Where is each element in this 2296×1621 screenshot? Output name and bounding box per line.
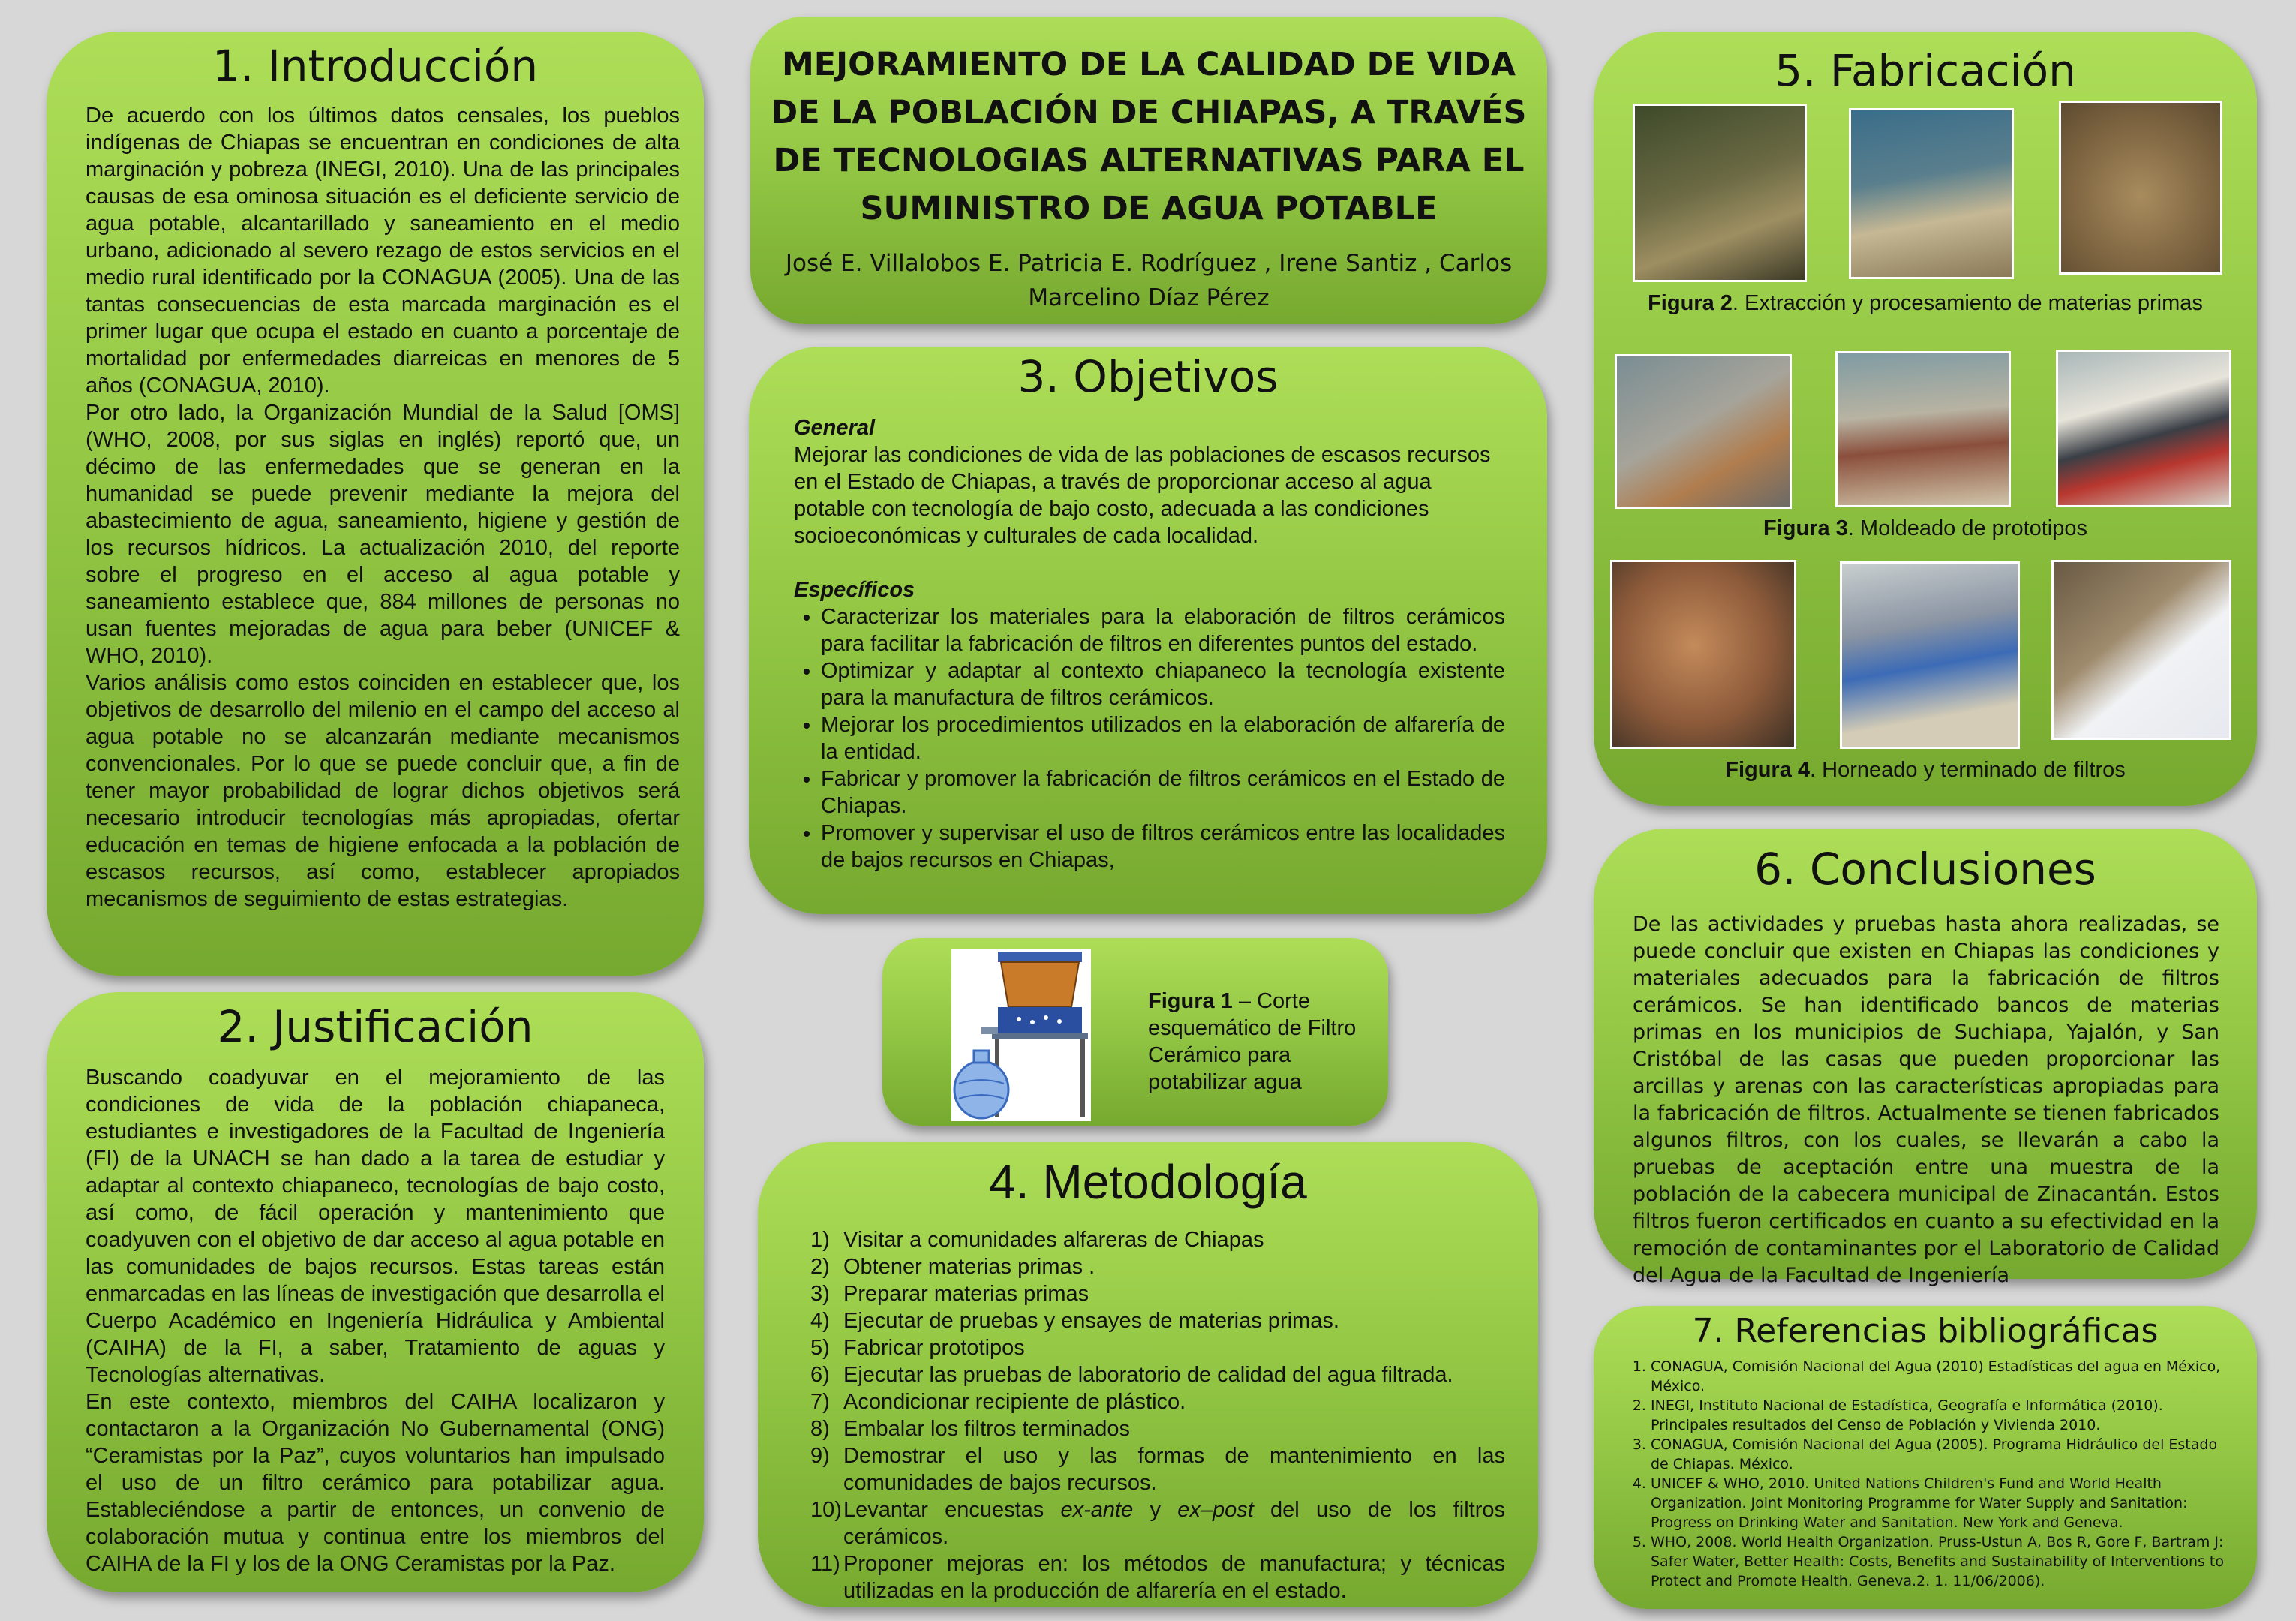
intro-paragraph: De acuerdo con los últimos datos censales, los pueblos indígenas de Chiapas se encuentran en condiciones de alta marginación y pobreza (INEGI, 2010). Una de las principales causas de esa ominosa situación es el deficiente servicio de agua potable, alcantarillado y saneamiento en el medio urbano, adicionado al severo rezago de estos servicios en el medio rural identificado por la CONAGUA (2005). Una de las tantas consecuencias de esta marcada marginación es el primer lugar que ocupa el estado en cuanto a porcentaje de mortalidad por enfermedades diarreicas en menores de 5 años (CONAGUA, 2010). [86,104,680,398]
method-step [810,1280,1505,1307]
step-number: 6) [810,1363,830,1387]
intro-paragraph: Varios análisis como estos coinciden en establecer que, los objetivos de desarrollo del milenio en el campo del acceso al agua potable no se alcanzarán mediante mecanismos convencionales. Por lo que se puede concluir que, a fin de tener mayor probabilidad de lograr dichos objetivos será necesario introducir tecnologías más apropiadas, ofertar educación en temas de higiene enfocada a la población de escasos recursos, así como, establecer apropiados mecanismos de seguimiento de estas estrategias. [86,671,680,911]
fabricacion-title: 5. Fabricación [1775,45,2076,96]
list-item: • Caracterizar los materiales para la elaboración de filtros cerámicos para facilitar la fabricación de filtros en diferentes puntos del estado. [821,603,1505,657]
intro-body [86,102,680,913]
figura1-caption [1148,988,1356,1096]
intro-title: 1. Introducción [212,41,539,92]
step-text: Ejecutar las pruebas de laboratorio de calidad del agua filtrada. [843,1363,1453,1387]
poster-title [765,41,1532,233]
caption-line: potabilizar agua [1148,1070,1302,1094]
method-step [810,1361,1505,1388]
photo-molding-3 [2056,350,2231,507]
referencias-panel [1594,1306,2257,1609]
referencias-list [1624,1357,2227,1591]
justificacion-panel [47,992,704,1592]
step-number: 2) [810,1255,830,1279]
title-line: MEJORAMIENTO DE LA CALIDAD DE VIDA [782,46,1516,83]
filter-diagram-svg [951,949,1091,1121]
photo-molding-2 [1835,351,2011,507]
especificos-list [794,603,1505,874]
step-text: Preparar materias primas [843,1282,1089,1306]
method-step [810,1334,1505,1361]
step-number: 7) [810,1390,830,1414]
objetivos-panel [749,347,1547,914]
method-step [810,1226,1505,1253]
authors-line: José E. Villalobos E. Patricia E. Rodríguez , Irene Santiz , Carlos [785,250,1513,277]
photo-firing-2 [1840,561,2020,749]
list-item: • Promover y supervisar el uso de filtros cerámicos entre las localidades de bajos recursos en Chiapas, [821,820,1505,874]
step-number: 3) [810,1282,830,1306]
metodologia-title: 4. Metodología [989,1155,1307,1209]
method-step [810,1496,1505,1550]
photo-firing-3 [2051,560,2231,740]
especificos-label: Específicos [794,578,915,602]
figura2-label: Figura 2 [1648,291,1733,315]
conclusiones-panel [1594,829,2257,1287]
step-text: Levantar encuestas ex-ante y ex–post del uso de los filtros cerámicos. [843,1498,1506,1549]
list-item: 5. WHO, 2008. World Health Organization. Pruss-Ustun A, Bos R, Gore F, Bartram J: Safer Water, Better Health: Costs, Benefits and Sustainability of Interventions to Protect and Promote Health. Geneva.2. 1. 11/06/2006). [1651,1532,2227,1591]
step-text: Obtener materias primas . [843,1255,1095,1279]
list-item: 4. UNICEF & WHO, 2010. United Nations Children's Fund and World Health Organization. Joint Monitoring Programme for Water Supply and Sanitation: Progress on Drinking Water and Sanitation. New York and Geneva. [1651,1474,2227,1532]
step-number: 8) [810,1417,830,1441]
justificacion-body [86,1064,665,1577]
figura4-caption: Figura 4. Horneado y terminado de filtros [1725,758,2126,782]
metodologia-body [810,1226,1505,1604]
photo-extraction-2 [1849,108,2014,279]
conclusiones-body: De las actividades y pruebas hasta ahora realizadas, se puede concluir que existen en Chiapas las condiciones y materiales adecuados para la fabricación de filtros cerámicos. Se han identificado bancos de materias primas en los municipios de Suchiapa, Yajalón, y San Cristóbal de las casas que pueden proporcionar las arcillas y arenas con las características apropiadas para la fabricación de filtros. Actualmente se tienen fabricados algunos filtros, con los cuales, se llevarán a cabo la pruebas de aceptación entre una muestra de la población de la cabecera municipal de Zinacantán. Estos filtros fueron certificados en cuanto a su efectividad en la remoción de contaminantes por el Laboratorio de Calidad del Agua de la Facultad de Ingeniería [1633,913,2219,1287]
caption-line: Cerámico para [1148,1043,1291,1067]
authors-line: Marcelino Díaz Pérez [1028,284,1270,311]
step-text: Embalar los filtros terminados [843,1417,1130,1441]
list-item: • Fabricar y promover la fabricación de filtros cerámicos en el Estado de Chiapas. [821,765,1505,820]
conclusiones-title: 6. Conclusiones [1754,844,2096,895]
step-number: 11) [810,1552,840,1576]
intro-paragraph: Por otro lado, la Organización Mundial de la Salud [OMS] (WHO, 2008, por sus siglas en inglés) reportó que, un décimo de las enfermedades que se generan en la humanidad se puede prevenir mediante la mejora del abastecimiento de agua, saneamiento, higiene y gestión de los recursos hídricos. La actualización 2010, del reporte sobre el progreso en el acceso al agua potable y saneamiento establece que, 884 millones de personas no usan fuentes mejoradas de agua para beber (UNICEF & WHO, 2010). [86,401,680,668]
method-step [810,1307,1505,1334]
list-item: 3. CONAGUA, Comisión Nacional del Agua (2005). Programa Hidráulico del Estado de Chiapas. México. [1651,1435,2227,1474]
justificacion-paragraph: Buscando coadyuvar en el mejoramiento de las condiciones de vida de la población chiapaneca, estudiantes e investigadores de la Facultad de Ingeniería (FI) de la UNACH se han dado a la tarea de estudiar y adaptar al contexto chiapaneco, tecnologías de bajo costo, así como, de fácil operación y mantenimiento que coadyuven con el objetivo de dar acceso al agua potable en las comunidades de bajos recursos. Estas tareas están enmarcadas en las líneas de investigación que desarrolla el Cuerpo Académico en Ingeniería Hidráulica y Ambiental (CAIHA) de la FI, a saber, Tratamiento de aguas y Tecnologías alternativas. [86,1066,665,1387]
intro-panel [47,32,704,976]
figura3-caption: Figura 3. Moldeado de prototipos [1763,516,2088,540]
referencias-title: 7. Referencias bibliográficas [1692,1312,2159,1350]
metodologia-panel [758,1142,1538,1607]
figura4-label: Figura 4 [1725,758,1811,782]
caption-line: – Corte [1238,989,1310,1013]
objetivos-body [794,414,1505,874]
step-text: Ejecutar de pruebas y ensayes de materias primas. [843,1309,1339,1333]
title-line: DE LA POBLACIÓN DE CHIAPAS, A TRAVÉS [771,94,1527,131]
step-text: Acondicionar recipiente de plástico. [843,1390,1186,1414]
step-text: Fabricar prototipos [843,1336,1025,1360]
step-text: Demostrar el uso y las formas de mantenimiento en las comunidades de bajos recursos. [843,1444,1505,1495]
figura1-panel [882,938,1388,1126]
fabricacion-panel [1594,32,2257,806]
method-step [810,1388,1505,1415]
list-item: 2. INEGI, Instituto Nacional de Estadística, Geografía e Informática (2010). Principales resultados del Censo de Población y Vivienda 2010. [1651,1396,2227,1435]
step-number: 10) [810,1498,842,1522]
list-item: 1. CONAGUA, Comisión Nacional del Agua (2010) Estadísticas del agua en México, México. [1651,1357,2227,1396]
justificacion-paragraph: En este contexto, miembros del CAIHA localizaron y contactaron a la Organización No Gubernamental (ONG) “Ceramistas por la Paz”, cuyos voluntarios han impulsado el uso de un filtro cerámico para potabilizar agua. Estableciéndose a partir de entonces, un convenio de colaboración mutua y continua entre los miembros del CAIHA de la FI y los de la ONG Ceramistas por la Paz. [86,1390,665,1576]
photo-firing-1 [1610,560,1796,749]
method-step [810,1550,1505,1604]
step-text: Proponer mejoras en: los métodos de manufactura; y técnicas utilizadas en la producción de alfarería en el estado. [843,1552,1505,1603]
figura3-label: Figura 3 [1763,516,1848,540]
authors [765,246,1532,315]
general-label: General [794,416,875,440]
objetivos-title: 3. Objetivos [1017,351,1279,402]
title-line: DE TECNOLOGIAS ALTERNATIVAS PARA EL [773,142,1525,179]
list-item: • Optimizar y adaptar al contexto chiapaneco la tecnología existente para la manufactura de filtros cerámicos. [821,657,1505,711]
photo-extraction-1 [1633,104,1807,282]
photo-extraction-3 [2059,101,2222,275]
step-number: 1) [810,1228,830,1252]
step-text: Visitar a comunidades alfareras de Chiapas [843,1228,1264,1252]
filter-diagram [951,949,1091,1121]
title-line: SUMINISTRO DE AGUA POTABLE [860,190,1438,227]
figura2-caption: Figura 2. Extracción y procesamiento de materias primas [1648,291,2203,315]
header-panel [750,17,1547,324]
photo-molding-1 [1615,354,1792,509]
referencias-body [1624,1357,2227,1591]
method-step [810,1415,1505,1442]
step-number: 5) [810,1336,830,1360]
caption-line: esquemático de Filtro [1148,1016,1357,1040]
step-number: 9) [810,1444,830,1468]
justificacion-title: 2. Justificación [217,1001,533,1052]
general-text: Mejorar las condiciones de vida de las poblaciones de escasos recursos en el Estado de Chiapas, a través de proporcionar acceso al agua potable con tecnología de bajo costo, adecuada a las condiciones socioeconómicas y culturales de cada localidad. [794,443,1491,548]
method-step [810,1442,1505,1496]
figura1-label: Figura 1 [1148,989,1233,1013]
list-item: • Mejorar los procedimientos utilizados en la elaboración de alfarería de la entidad. [821,711,1505,765]
method-step [810,1253,1505,1280]
step-number: 4) [810,1309,830,1333]
